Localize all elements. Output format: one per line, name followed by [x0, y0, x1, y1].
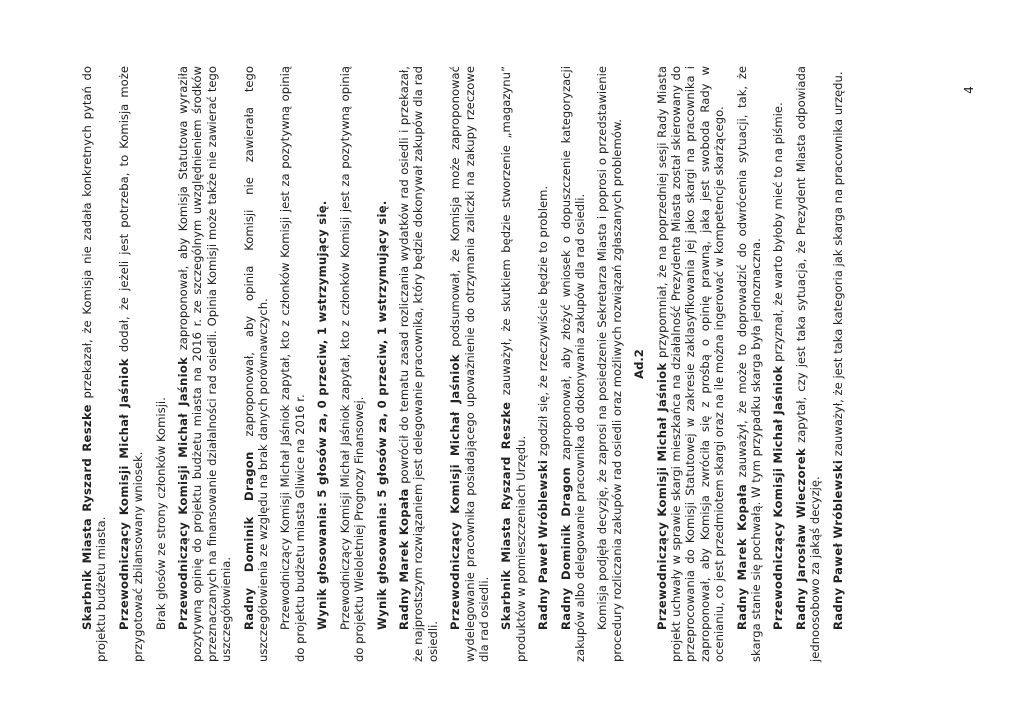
speaker-name: Skarbnik Miasta Ryszard Reszke [499, 401, 514, 630]
speaker-name: Skarbnik Miasta Ryszard Reszke [80, 404, 94, 630]
paragraph-text: powrócił do tematu zasad rozliczania wydatków rad osiedli i przekazał, że najprostszym rozwiązaniem jest delegowanie pracownika, który będzie dokonywał zakupów dla rad osiedli. [396, 66, 440, 662]
vote-result [375, 66, 389, 662]
paragraph [536, 66, 550, 662]
speaker-name: Radny Paweł Wróblewski [536, 459, 551, 630]
speaker-name: Radny Paweł Wróblewski [830, 459, 845, 630]
paragraph [499, 66, 528, 662]
paragraph [278, 66, 307, 662]
paragraph [771, 66, 785, 662]
paragraph-text: zapytał, czy jest taka sytuacja, że Prezydent Miasta odpowiada jednoosobowo za jakąś decyzję. [793, 66, 823, 662]
vote-result [315, 66, 329, 662]
speaker-name: Radny Dominik Dragon [241, 451, 256, 630]
paragraph [595, 66, 624, 662]
paragraph [80, 66, 109, 662]
paragraph [559, 66, 588, 662]
paragraph-text: Przewodniczący Komisji Michał Jaśniok zapytał, kto z członków Komisji jest za pozytywną opinią do projektu budżetu miasta Gliwice na 2016 r. [278, 66, 307, 662]
paragraph [242, 66, 271, 662]
paragraph [397, 66, 440, 662]
paragraph-text: podsumował, że Komisja może zaproponować wydelegowanie pracownika posiadającego upoważnienie do otrzymania zaliczki na zakupy rzeczowe dla rad osiedli. [448, 66, 491, 662]
paragraph [154, 66, 168, 662]
paragraph-text: zaproponował, aby złożyć wniosek o dopuszczenie kategoryzacji zakupów albo delegowanie pracownika do dokonywania zakupów dla rad osiedli. [558, 66, 587, 662]
section-heading: Ad.2 [632, 349, 647, 379]
paragraph [794, 66, 823, 662]
speaker-name: Przewodniczący Komisji Michał Jaśniok [771, 365, 786, 630]
paragraph [831, 66, 845, 662]
speaker-name: Przewodniczący Komisji Michał Jaśniok [448, 354, 463, 630]
speaker-name: Przewodniczący Komisji Michał Jaśniok [176, 356, 191, 630]
paragraph-text: zauważył, że skutkiem będzie stworzenie „magazynu” produktów w pomieszczeniach Urzędu. [499, 66, 528, 662]
paragraph-text: przyznał, że warto byłoby mieć to na piśmie. [771, 102, 786, 366]
paragraph [338, 66, 367, 662]
document-text-column [80, 66, 958, 662]
speaker-name: Radny Marek Kopała [734, 484, 749, 630]
vote-result-text: Wynik głosowania: 5 głosów za, 0 przeciw, 1 wstrzymujący się. [374, 200, 389, 630]
speaker-name: Przewodniczący Komisji Michał Jaśniok [116, 358, 131, 630]
paragraph-text: przypomniał, że na poprzedniej sesji Rady Miasta projekt uchwały w sprawie skargi mieszkańca na działalność Prezydenta Miasta został skierowany do przeprocowania do Komisji Statutowej w zakresie zaklasyfikowania jej jako skargi na pracownika i zaproponował, aby Komisja zwróciła się z prośbą o opinię prawną, jaka jest swoboda Rady w ocenianiu, co jest przedmiotem skargi oraz na ile można ingerować w kompetencje skarżącego. [654, 66, 727, 662]
paragraph-text: zauważył, że jest taka kategoria jak skarga na pracownika urzędu. [830, 71, 845, 460]
paragraph-text: Brak głosów ze strony członków Komisji. [153, 397, 168, 630]
paragraph-text: zgodził się, że rzeczywiście będzie to problem. [536, 185, 551, 460]
page-number: 4 [962, 86, 976, 94]
vote-result-text: Wynik głosowania: 5 głosów za, 0 przeciw, 1 wstrzymujący się. [315, 200, 330, 630]
speaker-name: Radny Jarosław Wieczorek [793, 447, 808, 630]
paragraph [448, 66, 491, 662]
paragraph-text: zaproponował, aby opinia Komisji nie zawierała tego uszczegółowienia ze względu na brak danych porównawczych. [241, 66, 271, 662]
paragraph [176, 66, 234, 662]
paragraph-text: dodał, że jeżeli jest potrzeba, to Komisja może przygotować zbilansowany wniosek. [116, 66, 146, 662]
paragraph-text: zauważył, że może to doprowadzić do odwrócenia sytuacji, tak, że skarga stanie się pochwałą. W tym przypadku skarga była jednoznaczna. [734, 66, 764, 662]
paragraph-text: Komisja podjęła decyzję, że zaprosi na posiedzenie Sekretarza Miasta i poprosi o przedstawienie procedury rozliczania zakupów rad osiedli oraz możliwych rozwiązań zgłaszanych problemów. [595, 66, 624, 662]
paragraph-text: zaproponował, aby Komisja Statutowa wyraziła pozytywną opinię do projektu budżetu miasta na 2016 r. ze szczególnym uwzględnieniem środków przeznaczanych na finansowanie działalności rad osiedli. Opinia Komisji może także nie zawierać tego uszczegółowienia. [176, 66, 234, 662]
paragraph-text: przekazał, że Komisja nie zadała konkretnych pytań do projektu budżetu miasta. [80, 66, 109, 662]
speaker-name: Radny Dominik Dragon [558, 467, 573, 630]
speaker-name: Przewodniczący Komisji Michał Jaśniok [654, 362, 669, 630]
speaker-name: Radny Marek Kopała [396, 488, 411, 630]
paragraph-text: Przewodniczący Komisji Michał Jaśniok zapytał, kto z członków Komisji jest za pozytywną opinią do projektu Wieloletniej Prognozy Finansowej. [337, 66, 367, 662]
paragraph [735, 66, 764, 662]
paragraph [655, 66, 727, 662]
paragraph [117, 66, 146, 662]
